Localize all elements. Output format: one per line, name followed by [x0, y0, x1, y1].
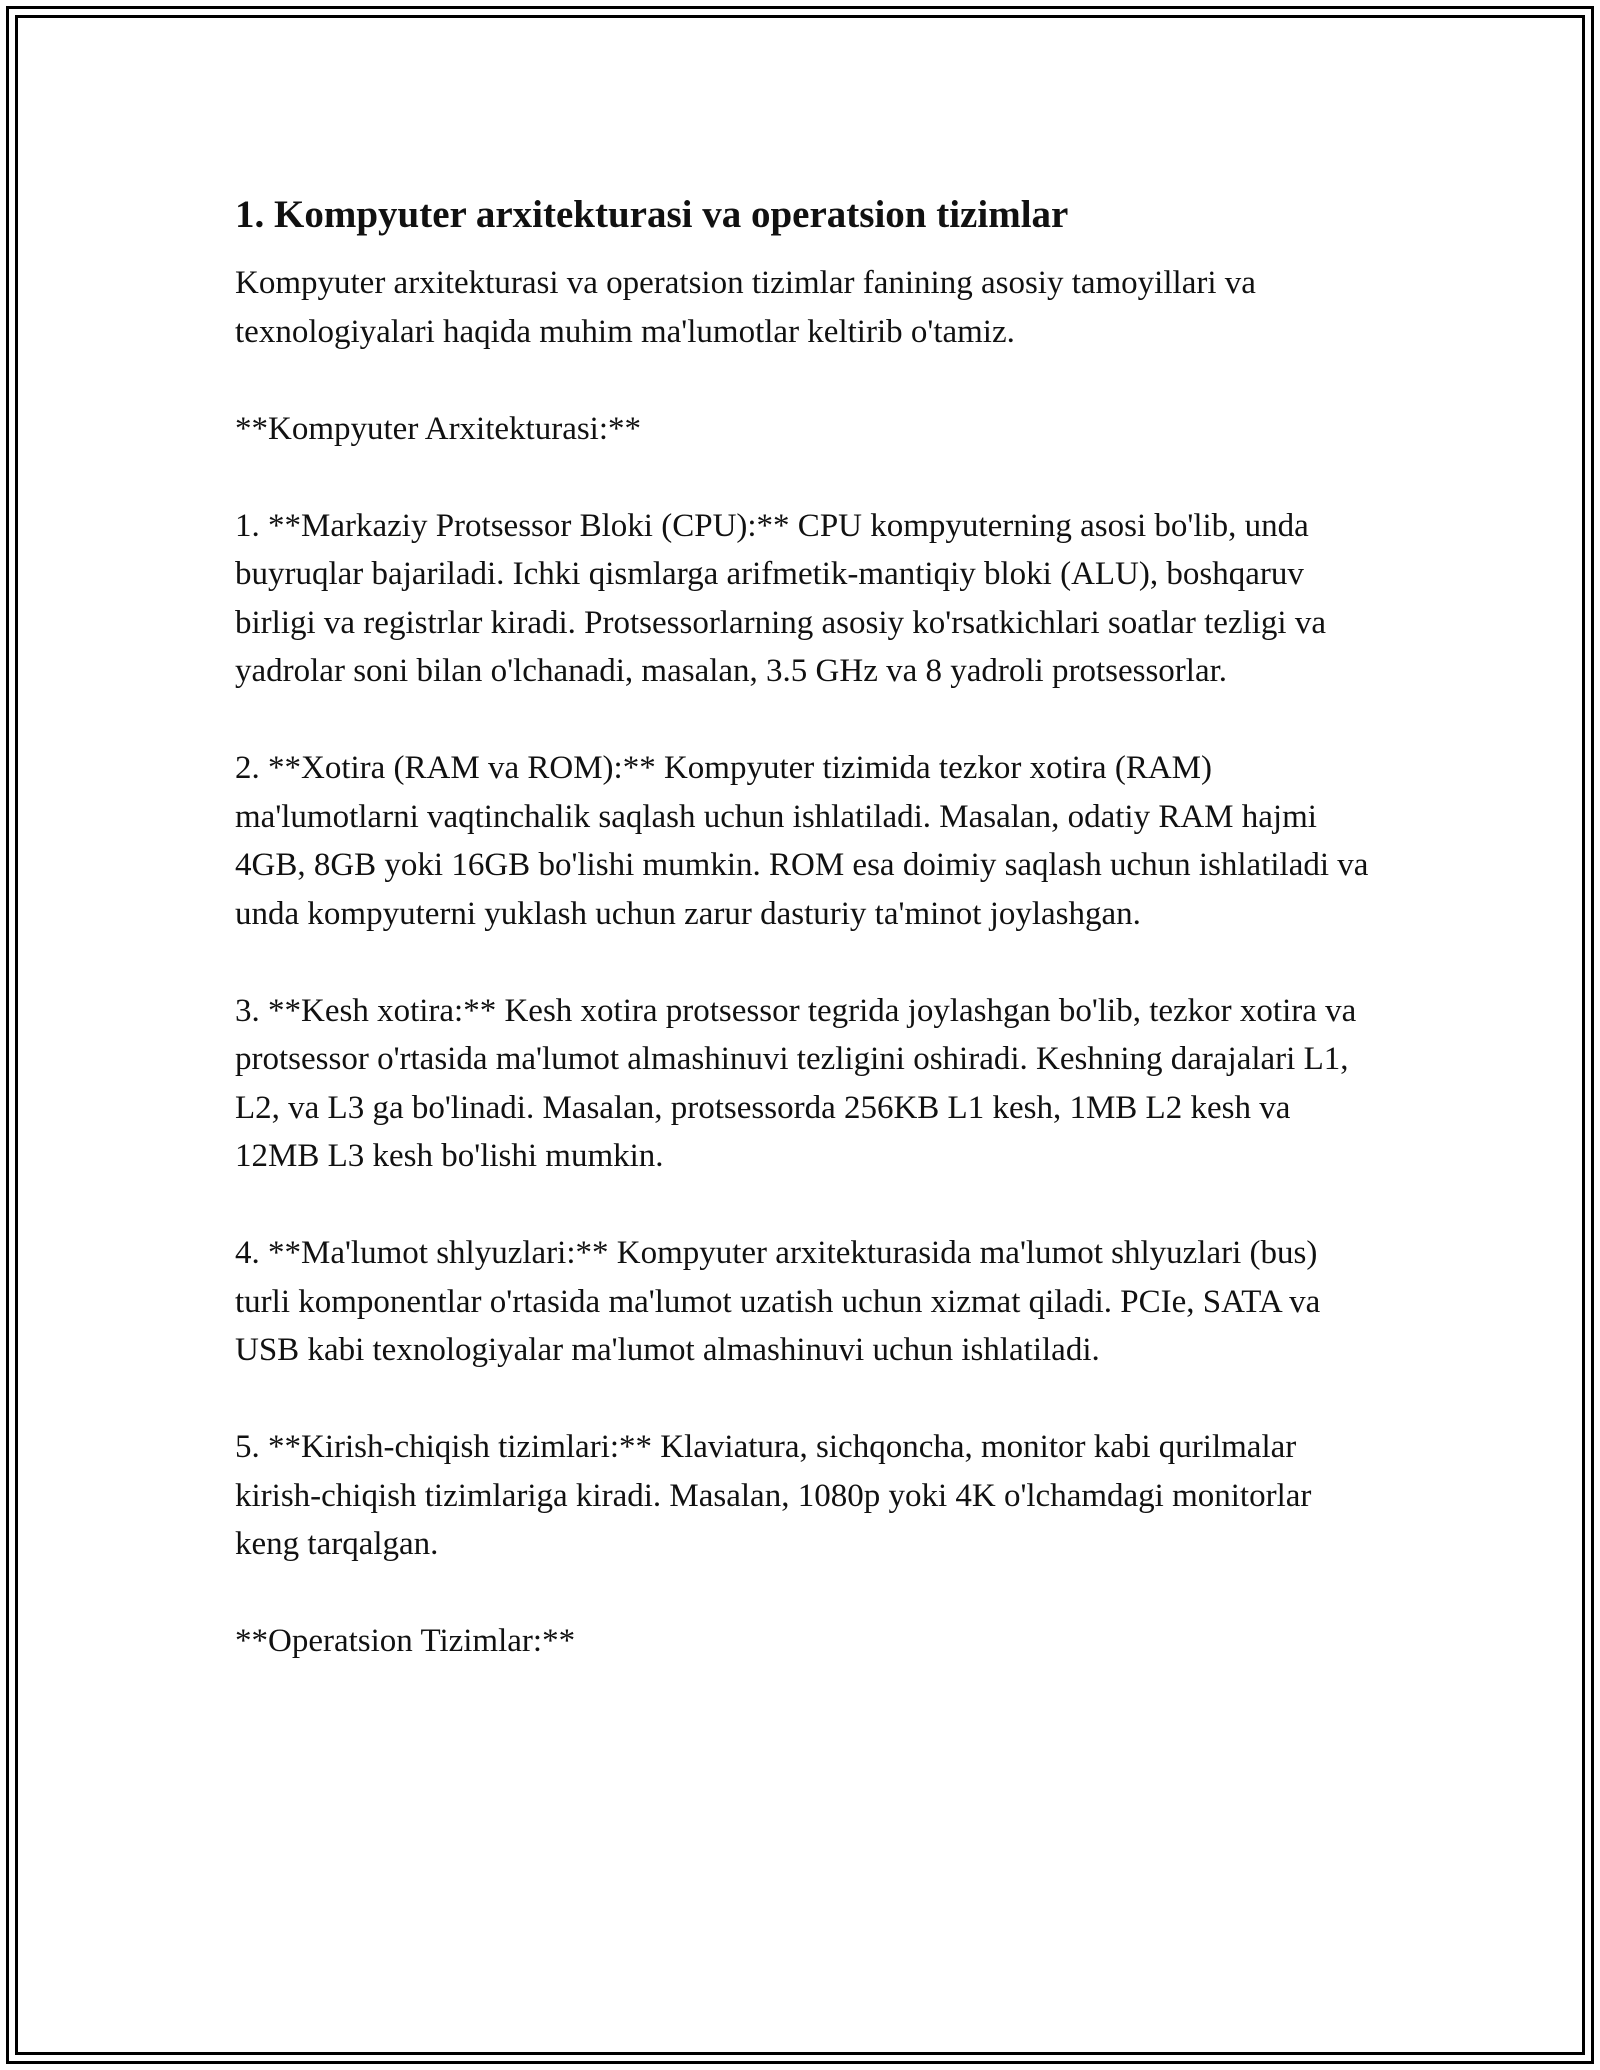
list-item-io: 5. **Kirish-chiqish tizimlari:** Klaviatura, sichqoncha, monitor kabi qurilmalar kirish-chiqish tizimlariga kiradi. Masalan, 1080p yoki 4K o'lchamdagi monitorlar keng tarqalgan. — [235, 1429, 1320, 1562]
document-body — [235, 190, 1375, 1666]
list-item-memory: 2. **Xotira (RAM va ROM):** Kompyuter tizimida tezkor xotira (RAM) ma'lumotlarni vaqtinchalik saqlash uchun ishlatiladi. Masalan, odatiy RAM hajmi 4GB, 8GB yoki 16GB bo'lishi mumkin. ROM esa doimiy saqlash uchun ishlatiladi va unda kompyuterni yuklash uchun zarur dasturiy ta'minot joylashgan. — [235, 750, 1377, 932]
list-item-bus: 4. **Ma'lumot shlyuzlari:** Kompyuter arxitekturasida ma'lumot shlyuzlari (bus) turli komponentlar o'rtasida ma'lumot uzatish uchun xizmat qiladi. PCIe, SATA va USB kabi texnologiyalar ma'lumot almashinuvi uchun ishlatiladi. — [235, 1235, 1329, 1368]
intro-paragraph: Kompyuter arxitekturasi va operatsion tizimlar fanining asosiy tamoyillari va texnologiyalari haqida muhim ma'lumotlar keltirib o'tamiz. — [235, 265, 1265, 350]
list-item-cpu: 1. **Markaziy Protsessor Bloki (CPU):** CPU kompyuterning asosi bo'lib, unda buyruqlar bajariladi. Ichki qismlarga arifmetik-mantiqiy bloki (ALU), boshqaruv birligi va registrlar kiradi. Protsessorlarning asosiy ko'rsatkichlari soatlar tezligi va yadrolar soni bilan o'lchanadi, masalan, 3.5 GHz va 8 yadroli protsessorlar. — [235, 507, 1335, 689]
list-item-cache: 3. **Kesh xotira:** Kesh xotira protsessor tegrida joylashgan bo'lib, tezkor xotira va protsessor o'rtasida ma'lumot almashinuvi tezligini oshiradi. Keshning darajalari L1, L2, va L3 ga bo'linadi. Masalan, protsessorda 256KB L1 kesh, 1MB L2 kesh va 12MB L3 kesh bo'lishi mumkin. — [235, 992, 1365, 1174]
section-heading-os: **Operatsion Tizimlar:** — [235, 1623, 576, 1659]
document-title: 1. Kompyuter arxitekturasi va operatsion tizimlar — [235, 193, 1069, 236]
section-heading-architecture: **Kompyuter Arxitekturasi:** — [235, 410, 642, 447]
